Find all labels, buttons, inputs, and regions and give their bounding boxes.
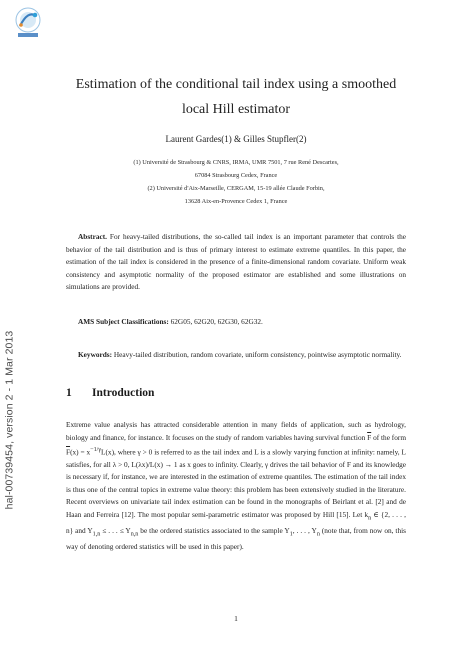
affiliation-1: (1) Université de Strasbourg & CNRS, IRMA, UMR 7501, 7 rue René Descartes,	[133, 159, 339, 166]
section-title: Introduction	[92, 387, 155, 399]
title-line-2: local Hill estimator	[181, 102, 291, 117]
keywords-text: Heavy-tailed distribution, random covariate, uniform consistency, pointwise asymptotic normality.	[112, 350, 402, 359]
affiliation-2-address: 13628 Aix-en-Provence Cedex 1, France	[184, 198, 288, 205]
affiliation-2: (2) Université d'Aix-Marseille, CERGAM, 15-19 allée Claude Forbin,	[147, 185, 325, 192]
survival-function-symbol: $\overline{F}$	[367, 432, 372, 442]
ams-codes: 62G05, 62G20, 62G30, 62G32.	[168, 317, 263, 326]
affiliation-1-address: 67084 Strasbourg Cedex, France	[194, 172, 278, 179]
ams-classification	[66, 316, 406, 329]
abstract-text: For heavy-tailed distributions, the so-called tail index is an important parameter that controls the behavior of the tail distribution and is thus of primary interest to estimate extreme quantiles. In this paper, the estimation of the tail index is considered in the presence of a finite-dimensional random covariate. Uniform weak consistency and asymptotic normality of the proposed estimator are established and some illustrations on simulations are provided.	[66, 232, 406, 291]
title-line-1: Estimation of the conditional tail index using a smoothed	[75, 77, 397, 92]
section-heading	[66, 387, 406, 399]
hal-identifier	[2, 240, 16, 600]
paper-title	[66, 72, 406, 122]
page-number: 1	[234, 614, 238, 623]
ams-label: AMS Subject Classifications:	[78, 317, 169, 326]
section-number: 1	[66, 387, 72, 399]
abstract	[66, 231, 406, 294]
authors: Laurent Gardes(1) & Gilles Stupfler(2)	[165, 134, 307, 144]
keywords-label: Keywords:	[78, 350, 113, 359]
intro-paragraph: Extreme value analysis has attracted considerable attention in many fields of application, such as hydrology, biology and finance, for instance. It focuses on the study of random variables having survival function $\overline{F}$ of the form $\overline{F}(x) = x^{-1/\gamma}L(x)$, where γ > 0 is referred to as the tail index and L is a slowly varying function at infinity: namely, L satisfies, for all λ > 0, L(λx)/L(x) → 1 as x goes to infinity. Clearly, γ drives the tail behavior of F and its knowledge is necessary if, for instance, we are interested in the estimation of extreme quantiles. The estimation of the tail index is thus one of the central topics in extreme value theory: this problem has been extensively studied in the literature. Recent overviews on univariate tail index estimation can be found in the monographs of Beirlant et al. [2] and de Haan and Ferreira [12]. The most popular semi-parametric estimator was proposed by Hill [15]. Let $k_n$ ∈ {2, . . . , n} and $Y_{1,n}$ ≤ . . . ≤ $Y_{n,n}$ be the ordered statistics associated to the sample $Y_1$, . . . , $Y_n$ (note that, from now on, this way of denoting ordered statistics will be used in this paper).	[66, 420, 406, 551]
hal-identifier-text: hal-00739454, version 2 - 1 Mar 2013	[3, 330, 15, 510]
keywords	[66, 349, 406, 362]
abstract-label: Abstract.	[78, 232, 107, 241]
hal-logo	[6, 4, 50, 40]
